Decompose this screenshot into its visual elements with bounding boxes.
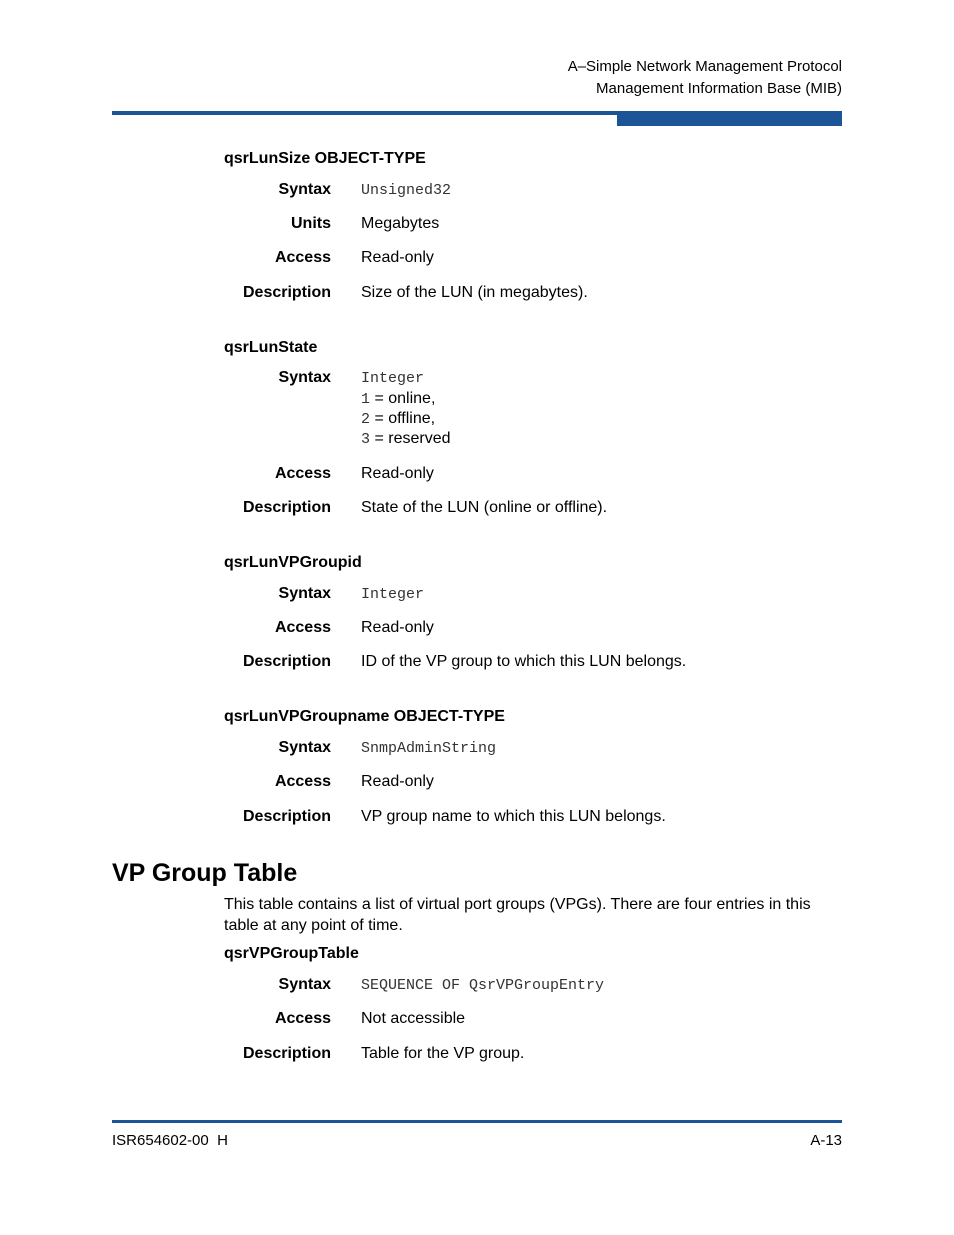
enum-text: = online, [370,390,436,407]
object-title: qsrLunSize OBJECT-TYPE [224,150,426,167]
section-intro: This table contains a list of virtual port groups (VPGs). There are four entries in this table at any point of time. [224,896,811,934]
syntax-label: Syntax [278,976,331,993]
description-value: ID of the VP group to which this LUN belongs. [361,653,687,670]
description-value: Size of the LUN (in megabytes). [361,284,588,301]
syntax-value: Integer [361,370,425,387]
document-id: ISR654602-00 H [112,1132,228,1149]
footer-rule [112,1120,842,1123]
running-header-section: Management Information Base (MIB) [596,80,842,97]
description-label: Description [242,653,331,670]
access-label: Access [274,619,331,636]
access-label: Access [274,249,331,266]
syntax-value: Integer [361,586,425,603]
running-header-chapter: A–Simple Network Management Protocol [567,58,842,75]
syntax-label: Syntax [278,369,331,386]
object-title: qsrLunVPGroupid [224,554,362,571]
syntax-enum-item [361,390,435,408]
description-label: Description [242,808,331,825]
enum-code: 1 [361,391,371,408]
header-accent-block [617,111,842,126]
object-title: qsrLunVPGroupname OBJECT-TYPE [224,708,505,725]
description-value: Table for the VP group. [361,1045,525,1062]
enum-code: 2 [361,411,371,428]
syntax-enum-item [361,430,451,448]
access-value: Not accessible [361,1010,466,1027]
syntax-value: SnmpAdminString [361,740,497,757]
object-title: qsrLunState [224,339,318,356]
description-label: Description [242,499,331,516]
description-label: Description [242,1045,331,1062]
page-number: A-13 [810,1132,842,1149]
syntax-label: Syntax [278,739,331,756]
access-label: Access [274,773,331,790]
syntax-value: SEQUENCE OF QsrVPGroupEntry [361,977,605,994]
description-value: VP group name to which this LUN belongs. [361,808,666,825]
access-label: Access [274,1010,331,1027]
access-value: Read-only [361,249,434,266]
units-value: Megabytes [361,215,440,232]
units-label: Units [291,215,331,232]
access-value: Read-only [361,619,434,636]
description-label: Description [242,284,331,301]
enum-text: = offline, [370,410,436,427]
access-label: Access [274,465,331,482]
syntax-label: Syntax [278,585,331,602]
access-value: Read-only [361,773,434,790]
enum-text: = reserved [370,430,451,447]
object-title: qsrVPGroupTable [224,945,359,962]
access-value: Read-only [361,465,434,482]
section-heading: VP Group Table [112,859,298,887]
description-value: State of the LUN (online or offline). [361,499,608,516]
syntax-label: Syntax [278,181,331,198]
syntax-enum-item [361,410,435,428]
syntax-value: Unsigned32 [361,182,452,199]
enum-code: 3 [361,431,371,448]
